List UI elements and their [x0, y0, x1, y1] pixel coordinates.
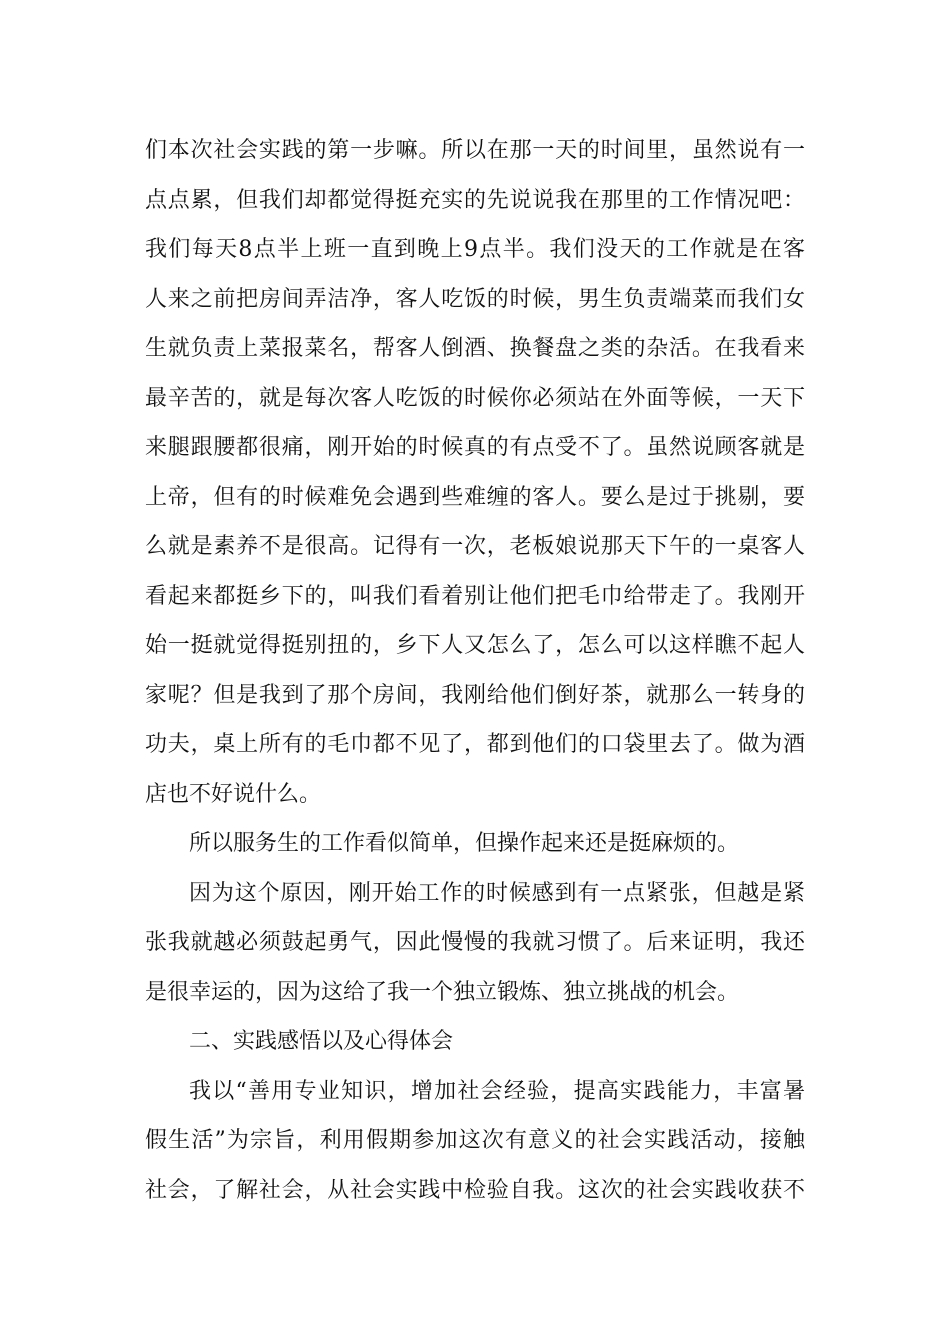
text-line: 家呢？但是我到了那个房间，我刚给他们倒好茶，就那么一转身的: [145, 682, 805, 708]
document-body: [145, 126, 805, 1215]
section-heading: 二、实践感悟以及心得体会: [189, 1029, 454, 1054]
text-line: 功夫，桌上所有的毛巾都不见了，都到他们的口袋里去了。做为酒: [145, 732, 805, 757]
text-line: 上帝，但有的时候难免会遇到些难缠的客人。要么是过于挑剔，要: [145, 484, 805, 510]
text-line: 是很幸运的，因为这给了我一个独立锻炼、独立挑战的机会。: [145, 979, 740, 1005]
text-line: 社会，了解社会，从社会实践中检验自我。这次的社会实践收获不: [145, 1177, 805, 1203]
paragraph-line: 因为这个原因，刚开始工作的时候感到有一点紧张，但越是紧: [189, 880, 805, 906]
text-line: 点点累，但我们却都觉得挺充实的先说说我在那里的工作情况吧：: [145, 187, 805, 213]
text-line: 最辛苦的，就是每次客人吃饭的时候你必须站在外面等候，一天下: [145, 385, 805, 411]
text-line: 始一挺就觉得挺别扭的，乡下人又怎么了，怎么可以这样瞧不起人: [145, 633, 805, 658]
text-line: 来腿跟腰都很痛，刚开始的时候真的有点受不了。虽然说顾客就是: [145, 435, 805, 460]
text-line: 张我就越必须鼓起勇气，因此慢慢的我就习惯了。后来证明，我还: [145, 930, 805, 955]
text-line: 人来之前把房间弄洁净，客人吃饭的时候，男生负责端菜而我们女: [145, 286, 805, 312]
paragraph-line: 我以“善用专业知识，增加社会经验，提高实践能力，丰富暑: [189, 1078, 805, 1104]
text-line: 店也不好说什么。: [145, 781, 322, 807]
text-line: 假生活”为宗旨，利用假期参加这次有意义的社会实践活动，接触: [145, 1128, 805, 1153]
text-line: 么就是素养不是很高。记得有一次，老板娘说那天下午的一桌客人: [145, 534, 805, 559]
text-line: 们本次社会实践的第一步嘛。所以在那一天的时间里，虽然说有一: [145, 138, 805, 163]
paragraph-line: 所以服务生的工作看似简单，但操作起来还是挺麻烦的。: [189, 831, 740, 856]
text-line: 看起来都挺乡下的，叫我们看着别让他们把毛巾给带走了。我刚开: [145, 583, 805, 609]
text-line: 生就负责上菜报菜名，帮客人倒酒、换餐盘之类的杂活。在我看来: [145, 336, 805, 361]
text-line: 我们每天8点半上班一直到晚上9点半。我们没天的工作就是在客: [145, 237, 805, 262]
